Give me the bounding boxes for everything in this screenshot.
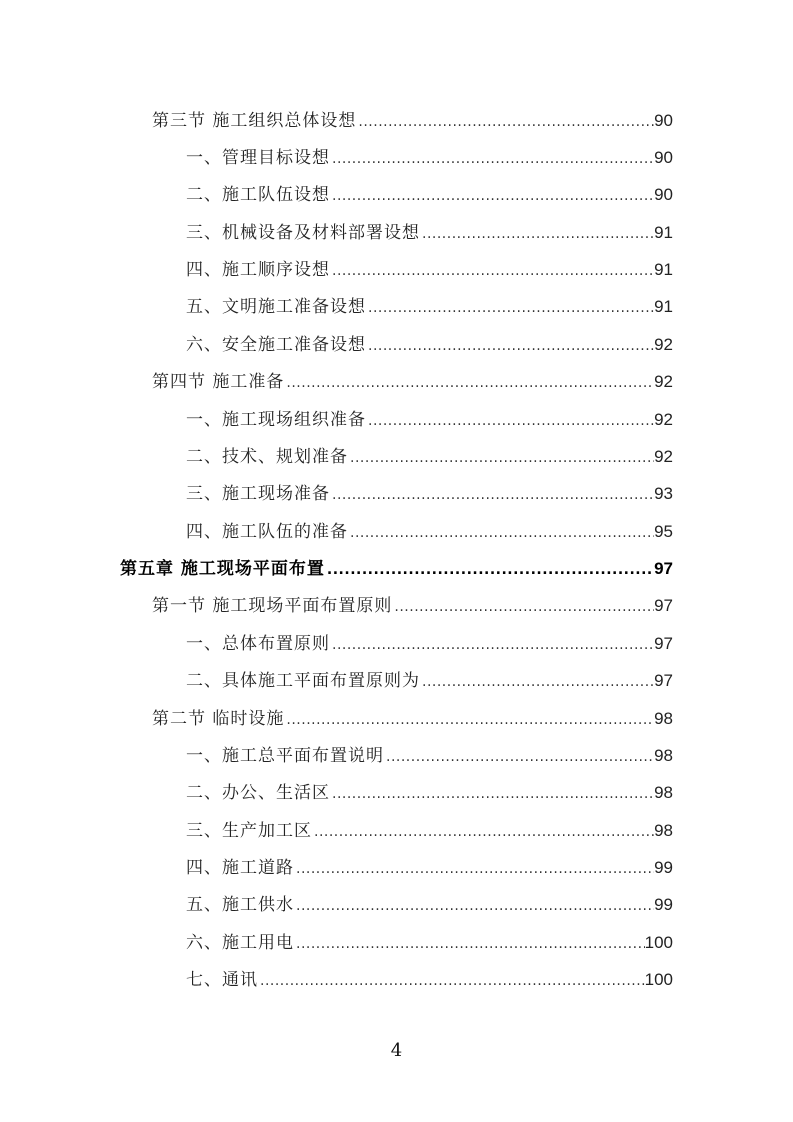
toc-entry-page: 92 (654, 372, 673, 391)
toc-entry-title: 第五章 施工现场平面布置 (120, 559, 325, 579)
toc-entry[interactable] (152, 365, 673, 393)
toc-entry[interactable] (186, 926, 673, 954)
toc-entry[interactable] (186, 627, 673, 655)
dot-leader (296, 896, 654, 916)
toc-entry-page: 97 (654, 634, 673, 653)
toc-entry[interactable] (186, 477, 673, 505)
toc-entry[interactable] (152, 589, 673, 617)
toc-entry[interactable] (186, 851, 673, 879)
toc-entry-page: 98 (654, 821, 673, 840)
toc-entry-title: 四、施工道路 (186, 858, 294, 878)
toc-entry-title: 四、施工队伍的准备 (186, 522, 348, 542)
toc-entry[interactable] (186, 253, 673, 281)
toc-entry-title: 一、施工现场组织准备 (186, 410, 366, 430)
toc-entry[interactable] (186, 403, 673, 431)
toc-entry-page: 97 (654, 596, 673, 615)
toc-chapter-entry[interactable] (120, 552, 673, 580)
toc-entry-title: 一、总体布置原则 (186, 634, 330, 654)
toc-entry-title: 三、施工现场准备 (186, 484, 330, 504)
dot-leader (332, 149, 654, 169)
dot-leader (314, 822, 654, 842)
dot-leader (260, 971, 645, 991)
toc-entry-page: 91 (654, 223, 673, 242)
toc-entry-title: 二、施工队伍设想 (186, 185, 330, 205)
toc-entry[interactable] (186, 664, 673, 692)
toc-entry[interactable] (186, 739, 673, 767)
toc-entry[interactable] (152, 104, 673, 132)
toc-entry[interactable] (186, 888, 673, 916)
toc-entry-page: 92 (654, 447, 673, 466)
dot-leader (332, 784, 654, 804)
toc-entry[interactable] (186, 515, 673, 543)
page-number: 4 (390, 1040, 403, 1061)
toc-entry[interactable] (186, 216, 673, 244)
toc-entry-title: 三、机械设备及材料部署设想 (186, 223, 420, 243)
toc-entry-title: 二、具体施工平面布置原则为 (186, 671, 420, 691)
toc-entry-title: 第一节 施工现场平面布置原则 (152, 596, 393, 616)
toc-entry[interactable] (186, 776, 673, 804)
toc-entry-title: 六、施工用电 (186, 933, 294, 953)
toc-entry-page: 97 (654, 671, 673, 690)
dot-leader (422, 224, 654, 244)
toc-entry[interactable] (186, 141, 673, 169)
toc-entry-page: 98 (654, 746, 673, 765)
toc-entry-page: 92 (654, 335, 673, 354)
toc-entry-title: 二、办公、生活区 (186, 783, 330, 803)
dot-leader (332, 186, 654, 206)
toc-entry-title: 第二节 临时设施 (152, 709, 285, 729)
toc-entry-title: 五、文明施工准备设想 (186, 297, 366, 317)
toc-entry[interactable] (186, 178, 673, 206)
dot-leader (327, 560, 654, 580)
toc-entry-page: 93 (654, 484, 673, 503)
dot-leader (296, 934, 645, 954)
dot-leader (332, 635, 654, 655)
dot-leader (286, 373, 654, 393)
toc-entry-page: 98 (654, 709, 673, 728)
toc-entry-title: 二、技术、规划准备 (186, 447, 348, 467)
toc-entry-title: 一、施工总平面布置说明 (186, 746, 384, 766)
toc-entry-page: 99 (654, 858, 673, 877)
toc-entry-page: 98 (654, 783, 673, 802)
toc-entry-page: 92 (654, 410, 673, 429)
toc-entry-title: 五、施工供水 (186, 895, 294, 915)
dot-leader (350, 448, 654, 468)
toc-entry-page: 90 (654, 148, 673, 167)
dot-leader (422, 672, 654, 692)
dot-leader (296, 859, 654, 879)
dot-leader (368, 336, 654, 356)
toc-entry-page: 91 (654, 260, 673, 279)
dot-leader (368, 298, 654, 318)
dot-leader (368, 411, 654, 431)
toc-entry-title: 四、施工顺序设想 (186, 260, 330, 280)
toc-entry-title: 一、管理目标设想 (186, 148, 330, 168)
toc-entry-title: 三、生产加工区 (186, 821, 312, 841)
toc-entry-title: 六、安全施工准备设想 (186, 335, 366, 355)
dot-leader (386, 747, 654, 767)
dot-leader (394, 597, 654, 617)
dot-leader (332, 261, 654, 281)
toc-entry-page: 97 (654, 559, 673, 578)
toc-entry-page: 95 (654, 522, 673, 541)
dot-leader (286, 710, 654, 730)
toc-entry[interactable] (186, 440, 673, 468)
toc-entry-title: 第三节 施工组织总体设想 (152, 111, 357, 131)
toc-entry[interactable] (186, 963, 673, 991)
toc-entry-page: 90 (654, 185, 673, 204)
dot-leader (358, 112, 654, 132)
toc-entry-page: 99 (654, 895, 673, 914)
dot-leader (332, 485, 654, 505)
toc-entry-page: 100 (644, 970, 673, 989)
toc-entry-title: 第四节 施工准备 (152, 372, 285, 392)
toc-entry[interactable] (152, 702, 673, 730)
toc-entry-page: 91 (654, 297, 673, 316)
toc-entry-page: 90 (654, 111, 673, 130)
toc-entry[interactable] (186, 814, 673, 842)
toc-entry-title: 七、通讯 (186, 970, 258, 990)
toc-entry-page: 100 (644, 933, 673, 952)
toc-entry[interactable] (186, 328, 673, 356)
toc-entry[interactable] (186, 290, 673, 318)
dot-leader (350, 523, 654, 543)
